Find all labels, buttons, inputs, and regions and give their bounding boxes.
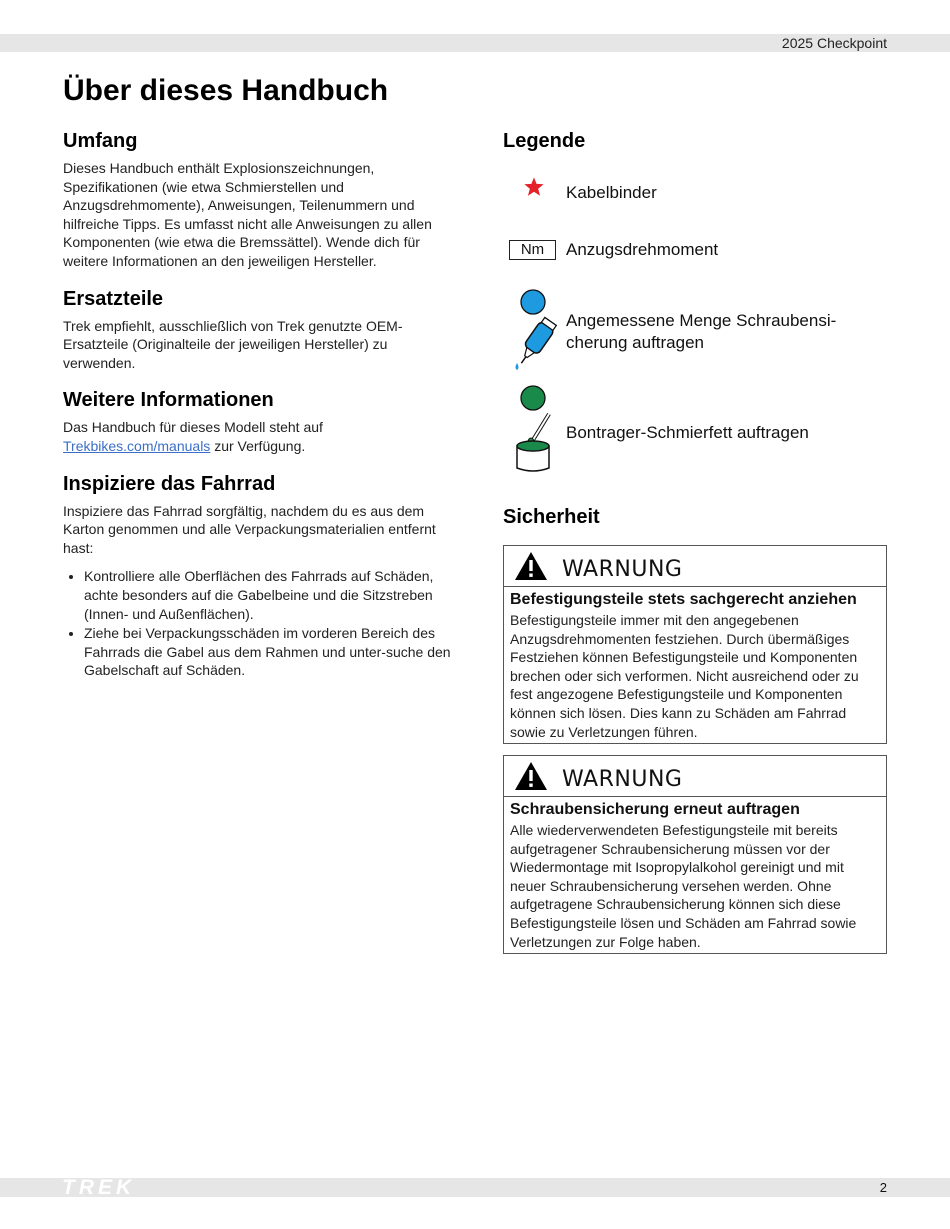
left-column bbox=[63, 130, 453, 697]
warning-icon bbox=[514, 551, 548, 586]
legend-item-cable-tie bbox=[503, 176, 887, 206]
parts-heading: Ersatzteile bbox=[63, 287, 164, 310]
inspect-section bbox=[63, 473, 453, 680]
safety-heading: Sicherheit bbox=[503, 506, 600, 528]
warning-box bbox=[503, 755, 887, 954]
threadlocker-icon bbox=[509, 288, 559, 381]
warning-word: WARNUNG bbox=[562, 767, 683, 792]
list-item: • Kontrolliere alle Oberflächen des Fahrrads auf Schäden, achte besonders auf die Gabelbeine und die Sitzstreben (Innen- und Außenflächen). bbox=[84, 567, 453, 623]
scope-heading: Umfang bbox=[63, 130, 138, 152]
grease-icon bbox=[511, 384, 559, 481]
warning-header bbox=[504, 756, 886, 797]
info-text bbox=[63, 418, 453, 455]
legend-item-torque bbox=[503, 240, 887, 264]
warning-text: Alle wiederverwendeten Befestigungsteile mit bereits aufgetragener Schraubensicherung müssen vor der Wiedermontage mit Isopropylalkohol gereinigt und mit neuer Schraubensicherung versehen werden. Ohne aufgetragene Schraubensicherung können sich diese Befestigungsteile lösen und Schäden am Fahrrad sowie Verletzungen zur Folge haben. bbox=[510, 822, 857, 950]
scope-section bbox=[63, 130, 453, 271]
inspect-list bbox=[63, 567, 453, 680]
legend-heading: Legende bbox=[503, 130, 586, 152]
info-text-before: Das Handbuch für dieses Modell steht auf bbox=[63, 419, 323, 436]
legend-label-torque: Anzugsdrehmoment bbox=[566, 240, 719, 259]
legend-item-threadlocker bbox=[503, 288, 887, 378]
page-number: 2 bbox=[879, 1180, 887, 1195]
page-title: Über dieses Handbuch bbox=[63, 74, 389, 107]
header-band bbox=[0, 34, 950, 52]
inspect-heading: Inspiziere das Fahrrad bbox=[63, 472, 276, 495]
info-text-after: zur Verfügung. bbox=[214, 437, 306, 454]
warning-box bbox=[503, 545, 887, 744]
warning-header bbox=[504, 546, 886, 587]
legend-label-grease: Bontrager-Schmierfett auftragen bbox=[566, 423, 809, 442]
warning-title: Befestigungsteile stets sachgerecht anziehen bbox=[510, 591, 857, 608]
legend-label-threadlocker: Angemessene Menge Schraubensi-cherung auftragen bbox=[566, 311, 837, 352]
right-column bbox=[503, 130, 887, 950]
trek-logo: TREK bbox=[62, 1176, 136, 1199]
legend-item-grease bbox=[503, 384, 887, 476]
footer-band bbox=[0, 1178, 950, 1197]
red-star-icon bbox=[523, 176, 545, 203]
manuals-link[interactable]: Trekbikes.com/manuals bbox=[63, 437, 211, 454]
warning-body bbox=[504, 587, 886, 743]
warning-text: Befestigungsteile immer mit den angegebenen Anzugsdrehmomenten festziehen. Durch übermäßiges Festziehen können Befestigungsteile und Komponenten brechen oder sich verformen. Nicht ausreichend oder zu fest angezogene Befestigungsteile und Komponenten können sich lösen. Dies kann zu Schäden am Fahrrad sowie zu Verletzungen führen. bbox=[510, 612, 859, 740]
warning-icon bbox=[514, 761, 548, 796]
list-item: • Ziehe bei Verpackungsschäden im vorderen Bereich des Fahrrads die Gabel aus dem Rahmen und unter-suche den Gabelschaft auf Schäden. bbox=[84, 624, 453, 680]
scope-text: Dieses Handbuch enthält Explosionszeichnungen, Spezifikationen (wie etwa Schmierstellen und Anzugsdrehmomente), Anweisungen, Teilenummern und hilfreiche Tipps. Es umfasst nicht alle Anweisungen zu allen Komponenten (wie etwa die Bremssättel). Wende dich für weitere Informationen an den jeweiligen Hersteller. bbox=[63, 160, 432, 269]
warning-body bbox=[504, 797, 886, 953]
info-section bbox=[63, 389, 453, 455]
legend-label-cable-tie: Kabelbinder bbox=[566, 183, 657, 202]
warning-word: WARNUNG bbox=[562, 557, 683, 582]
warning-title: Schraubensicherung erneut auftragen bbox=[510, 801, 800, 818]
inspect-text: Inspiziere das Fahrrad sorgfältig, nachdem du es aus dem Karton genommen und alle Verpackungsmaterialien entfernt hast: bbox=[63, 502, 436, 556]
torque-nm-icon: Nm bbox=[509, 240, 556, 260]
info-heading: Weitere Informationen bbox=[63, 389, 274, 412]
parts-text: Trek empfiehlt, ausschließlich von Trek genutzte OEM-Ersatzteile (Originalteile der jeweiligen Hersteller) zu verwenden. bbox=[63, 317, 403, 371]
parts-section bbox=[63, 288, 453, 373]
model-name: 2025 Checkpoint bbox=[781, 35, 887, 51]
